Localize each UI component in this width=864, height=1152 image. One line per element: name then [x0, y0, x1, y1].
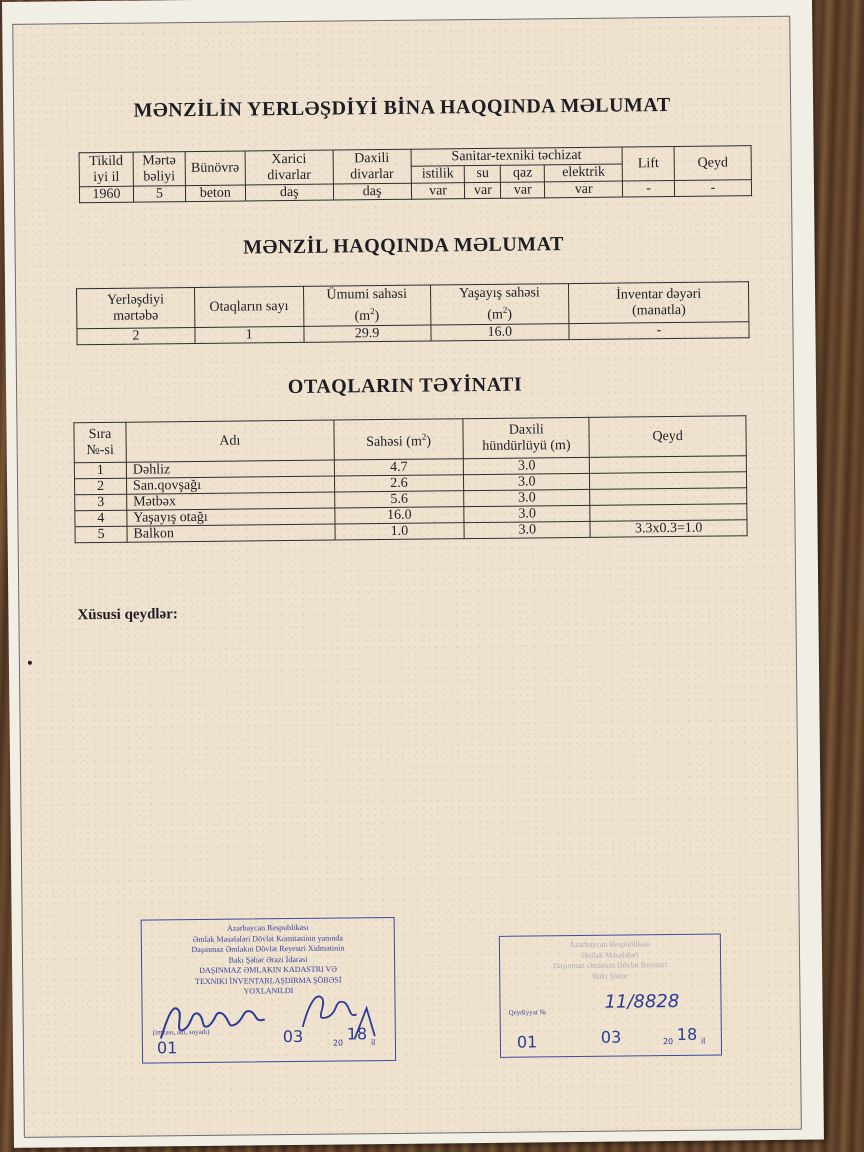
- room-name: Yaşayış otağı: [127, 508, 335, 526]
- room-number: 5: [75, 526, 127, 543]
- stamp-line: Əmlak Məsələləri: [581, 949, 639, 960]
- header-inventory-value: İnventar dəyəri (manatla): [569, 282, 749, 324]
- header-total-area: Ümumi sahəsi $(m^2)$: [303, 285, 430, 326]
- rooms-table: [73, 415, 747, 543]
- signature-image: [152, 978, 383, 1058]
- rooms-purpose-heading: OTAQLARIN TƏYİNATI: [287, 373, 523, 399]
- header-floor-located: Yerləşdiyi mərtəbə: [77, 288, 195, 329]
- stamp-line: DAŞINMAZ ƏMLAKIN KADASTRI VƏ: [199, 964, 338, 975]
- apartment-info-heading: MƏNZİL HAQQINDA MƏLUMAT: [243, 233, 565, 259]
- document-page: [2, 0, 824, 1148]
- header-floors: Mərtə bəliyi: [133, 152, 185, 187]
- bullet-dot: [28, 661, 32, 665]
- document-sheet: [12, 16, 802, 1138]
- room-note: [590, 472, 747, 490]
- header-water: su: [465, 165, 501, 182]
- header-room-note: Qeyd: [589, 416, 746, 458]
- room-name: Dəhliz: [126, 460, 334, 478]
- value-build-year: 1960: [79, 186, 133, 203]
- stamp-line: Bakı Şəhər Ərazi İdarəsi: [228, 954, 308, 965]
- room-note: [590, 488, 747, 506]
- header-heating: istilik: [411, 166, 465, 184]
- room-number: 4: [75, 510, 127, 527]
- registration-number: 11/8828: [604, 990, 680, 1013]
- room-number: 2: [74, 478, 126, 495]
- room-note: [590, 504, 747, 522]
- stamp-date: 01 03 20 18 il: [156, 1024, 376, 1058]
- stamp-date: 01 03 20 18 il: [516, 1024, 706, 1052]
- header-note: Qeyd: [674, 146, 751, 181]
- room-area: 1.0: [335, 523, 465, 540]
- header-row-number: Sıra №-si: [74, 422, 126, 463]
- building-info-table: [79, 145, 752, 203]
- value-total-area: 29.9: [304, 325, 431, 342]
- stamp-line: Daşınmaz Əmlakın Dövlət Reyestri: [552, 960, 668, 971]
- room-note: [589, 456, 746, 474]
- value-exterior-walls: daş: [245, 184, 333, 201]
- room-name: Mətbəx: [127, 492, 335, 510]
- room-height: 3.0: [464, 457, 590, 474]
- value-note: -: [674, 180, 751, 197]
- stamp-line: Azərbaycan Respublikası: [226, 922, 309, 933]
- header-room-count: Otaqların sayı: [194, 286, 303, 327]
- header-lift: Lift: [622, 146, 674, 181]
- header-foundation: Bünövrə: [185, 151, 245, 186]
- value-gas: var: [501, 182, 545, 198]
- stamp-caption: (imzası, adı, soyadı): [152, 1027, 210, 1037]
- stamp-line: Azərbaycan Respublikası: [569, 939, 651, 950]
- value-inventory-value: -: [569, 322, 749, 340]
- room-number: 1: [74, 462, 126, 479]
- room-note: 3.3x0.3=1.0: [590, 520, 747, 538]
- value-foundation: beton: [185, 185, 245, 202]
- header-room-name: Adı: [126, 420, 334, 462]
- header-room-height: Daxili hündürlüyü (m): [463, 417, 589, 458]
- stamp-line: YOXLANILDI: [243, 986, 294, 996]
- value-interior-walls: daş: [333, 183, 411, 200]
- room-height: 3.0: [464, 489, 590, 506]
- value-heating: var: [411, 183, 465, 200]
- header-exterior-walls: Xarici divarlar: [245, 150, 333, 185]
- room-number: 3: [75, 494, 127, 511]
- special-notes-label: Xüsusi qeydlər:: [77, 606, 178, 624]
- stamp-line: Bakı Şəhər: [592, 970, 628, 981]
- header-gas: qaz: [501, 165, 545, 182]
- header-interior-walls: Daxili divarlar: [333, 149, 411, 184]
- header-sanitary: Sanitar-texniki təchizat: [411, 147, 623, 166]
- value-living-area: 16.0: [430, 324, 569, 341]
- room-name: Balkon: [127, 524, 335, 542]
- stamp-line: Daşınmaz Əmlakın Dövlət Reyestri Xidmətinin: [191, 943, 345, 955]
- room-area: 4.7: [334, 459, 464, 476]
- building-info-heading: MƏNZİLİN YERLƏŞDİYİ BİNA HAQQINDA MƏLUMAT: [133, 94, 671, 122]
- official-stamp-left: [141, 917, 396, 1064]
- room-height: 3.0: [464, 473, 590, 490]
- value-room-count: 1: [195, 326, 304, 343]
- registration-label: Qeydiyyat №: [508, 1008, 547, 1017]
- room-area: 2.6: [334, 475, 464, 492]
- official-stamp-right: [499, 934, 722, 1058]
- stamp-line: Əmlak Məsələləri Dövlət Komitəsinin yanında: [192, 932, 343, 944]
- room-name: San.qovşağı: [126, 476, 334, 494]
- header-electric: elektrik: [545, 164, 623, 182]
- value-electric: var: [545, 181, 623, 198]
- header-room-area: Sahəsi $(m^2)$: [333, 419, 463, 460]
- apartment-info-table: [76, 281, 750, 345]
- value-lift: -: [623, 180, 675, 197]
- room-area: 5.6: [334, 491, 464, 508]
- stamp-line: TEXNIKI İNVENTARLAŞDIRMA ŞÖBƏSİ: [194, 974, 342, 986]
- value-water: var: [465, 182, 501, 198]
- header-build-year: Tikild iyi il: [79, 152, 133, 187]
- room-area: 16.0: [334, 507, 464, 524]
- room-height: 3.0: [464, 505, 590, 522]
- value-floors: 5: [133, 186, 185, 203]
- value-floor-located: 2: [77, 327, 195, 344]
- room-height: 3.0: [464, 521, 590, 538]
- header-living-area: Yaşayış sahəsi $(m^2)$: [430, 284, 569, 325]
